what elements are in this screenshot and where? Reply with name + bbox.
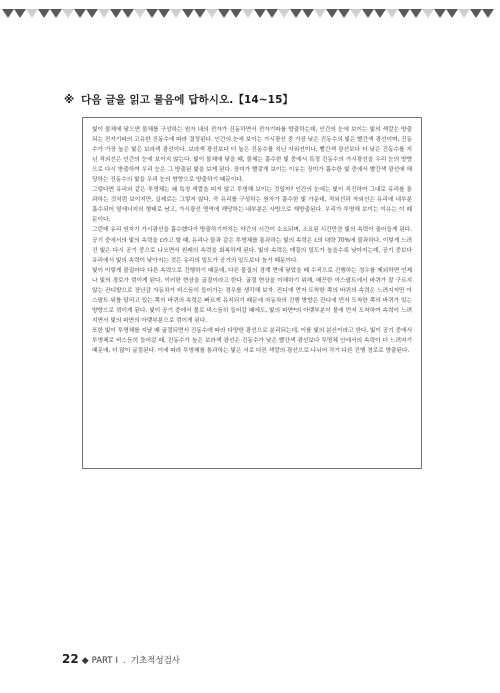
- passage-paragraph: 그런데 유리 원자가 가시광선을 흡수했다가 방출하기까지는 약간의 시간이 소요되며, 소요된 시간만큼 빛의 속력이 줄어들게 된다. 공기 중에서의 빛의 속력을 c라고 할 때, 유리나 물과 같은 투명체를 통과하는 빛의 속력은 c의 대략 70%에 불과하다. 이렇게 느려진 빛은 다시 공기 중으로 나오면서 원래의 속력을 회복하게 된다. 빛의 속력은 매질의 밀도가 높을수록 낮아지는데, 공기 중보다 유리에서 빛의 속력이 낮아지는 것은 유리의 밀도가 공기의 밀도보다 높기 때문이다.: [92, 227, 412, 264]
- page-footer: [62, 652, 180, 666]
- border-triangle: [2, 9, 14, 18]
- border-triangle: [110, 9, 122, 18]
- border-triangle: [122, 9, 134, 18]
- border-triangle: [158, 9, 170, 18]
- border-triangle: [134, 9, 146, 18]
- border-triangle: [434, 9, 446, 18]
- border-triangle: [74, 9, 86, 18]
- passage-paragraph: 그렇다면 유리와 같은 투명체는 왜 특정 색깔을 띠지 않고 투명해 보이는 것일까? 인간의 눈에는 빛이 직진하여 그대로 유리를 통과하는 것처럼 보이지만, 실제로는 그렇지 않다. 즉 유리를 구성하는 원자가 흡수한 빛 가운데, 적외선과 자외선은 유리에 내부분 흡수되어 열에너지의 형태로 남고, 가시광선 영역에 해당하는 내부분은 사방으로 재방출된다. 우리가 투명해 보이는 이유는 이 때문이다.: [92, 187, 412, 224]
- border-triangle: [254, 9, 266, 18]
- passage-paragraph: 빛이 이렇게 물질마다 다른 속력으로 진행하기 때문에, 다른 물질의 경계 면에 닿았을 때 수직으로 진행하는 경우를 제외하면 언제나 빛의 경로가 꺾이게 된다. 이러한 현상을 굴절이라고 한다. 굴절 현상을 이해하기 위해, 매끈한 아스팔트에서 바퀴가 잘 구르지 않는 잔디밭으로 장난감 자동차가 비스듬히 들어가는 경우를 생각해 보자. 잔디에 먼저 도착한 쪽의 바퀴의 속력은 느려지지만 아스팔트 위를 달리고 있는 쪽의 바퀴의 속력은 빠르게 유지되기 때문에 자동차의 진행 방향은 잔디에 먼저 도착한 쪽의 바퀴가 있는 방향으로 꺾이게 된다. 빛이 공기 중에서 물로 비스듬히 들어갈 때에도, 빛의 파면*의 아랫부분이 물에 먼저 도착하여 속력이 느려지면서 빛의 파면의 아랫부분으로 꺾이게 된다.: [92, 267, 412, 324]
- border-triangle: [422, 9, 434, 18]
- part-label: PART: [91, 656, 113, 666]
- question-instruction: 다음 글을 읽고 물음에 답하시오.【14~15】: [81, 94, 294, 106]
- border-triangle: [290, 9, 302, 18]
- border-triangle: [458, 9, 470, 18]
- border-triangle: [314, 9, 326, 18]
- border-triangle: [170, 9, 182, 18]
- border-triangle: [398, 9, 410, 18]
- diamond-icon: ◆: [81, 656, 89, 666]
- question-heading: [64, 92, 293, 107]
- border-triangle: [386, 9, 398, 18]
- border-triangle: [302, 9, 314, 18]
- border-triangle: [326, 9, 338, 18]
- border-triangle: [482, 9, 494, 18]
- reference-mark: ※: [64, 94, 75, 106]
- decorative-triangle-border: [0, 0, 500, 26]
- border-triangle: [242, 9, 254, 18]
- page-number: 22: [62, 652, 79, 666]
- border-triangle: [350, 9, 362, 18]
- passage-paragraph: 또한 빛이 투명체를 지날 때 굴절되면서 진동수에 따라 다양한 광선으로 분리되는데, 이를 빛의 분산이라고 한다. 빛이 공기 중에서 투명체로 비스듬히 들어갈 때, 진동수가 높은 보라색 광선은 진동수가 낮은 빨간색 광선보다 투명체 안에서의 속력이 더 느려지기 때문에, 더 많이 굴절된다. 이에 따라 투명체를 통과하는 빛은 서로 다른 색깔의 광선으로 나뉘어 각기 다른 진행 경로로 방출된다.: [92, 327, 412, 355]
- border-triangle: [362, 9, 374, 18]
- border-triangle: [266, 9, 278, 18]
- border-triangle: [194, 9, 206, 18]
- section-title: 기초적성검사: [130, 656, 181, 666]
- border-triangle: [218, 9, 230, 18]
- part-roman-numeral: Ⅰ: [115, 656, 119, 666]
- border-triangle: [338, 9, 350, 18]
- border-triangle: [86, 9, 98, 18]
- border-triangle: [50, 9, 62, 18]
- border-triangle: [14, 9, 26, 18]
- border-triangle: [98, 9, 110, 18]
- footer-separator: .: [123, 656, 126, 666]
- border-triangle: [410, 9, 422, 18]
- border-triangle: [206, 9, 218, 18]
- border-triangle: [374, 9, 386, 18]
- reading-passage-box: [82, 117, 422, 469]
- border-triangle: [182, 9, 194, 18]
- border-triangle: [230, 9, 242, 18]
- border-triangle: [26, 9, 38, 18]
- border-triangle: [470, 9, 482, 18]
- border-triangle: [278, 9, 290, 18]
- passage-paragraph: 빛이 물체에 닿으면 물체를 구성하는 원자 내의 전자가 진동하면서 전자기파를 방출하는데, 인간의 눈에 보이는 빛의 색깔은 방출되는 전자기파의 고유한 진동수에 따라 결정된다. 인간의 눈에 보이는 가시광선 중 가장 낮은 진동수의 빛은 빨간색 광선이며, 진동수가 가장 높은 빛은 보라색 광선이다. 보라색 광선보다 더 높은 진동수를 지닌 자외선이나, 빨간색 광선보다 더 낮은 진동수를 지닌 적외선은 인간의 눈에 보이지 않는다. 빛이 물체에 닿을 때, 물체는 흡수한 빛 중에서 특정 진동수의 가시광선을 우리 눈의 방향으로 다시 방출하여 우리 눈은 그 방출된 빛을 보게 된다. 장미가 빨갛게 보이는 이유는 장미가 흡수한 빛 중에서 빨간색 광선에 해당하는 진동수의 빛을 우리 눈의 방향으로 방출하기 때문이다.: [92, 127, 412, 184]
- border-triangle: [146, 9, 158, 18]
- border-triangle: [446, 9, 458, 18]
- border-triangle: [38, 9, 50, 18]
- border-triangle: [62, 9, 74, 18]
